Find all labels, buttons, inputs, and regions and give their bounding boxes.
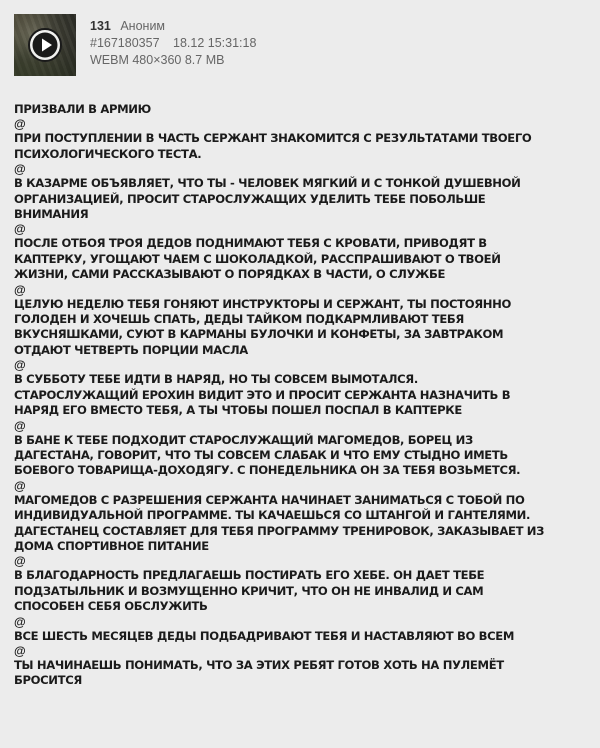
post-text-line: ОТДАЮТ ЧЕТВЕРТЬ ПОРЦИИ МАСЛА (14, 342, 248, 357)
post-text-line: ПОСЛЕ ОТБОЯ ТРОЯ ДЕДОВ ПОДНИМАЮТ ТЕБЯ С КРОВАТИ, ПРИВОДЯТ В (14, 236, 487, 251)
file-info[interactable]: WEBM 480×360 8.7 MB (90, 53, 225, 67)
post-text-line: В БЛАГОДАРНОСТЬ ПРЕДЛАГАЕШЬ ПОСТИРАТЬ ЕГО ХЕБЕ. ОН ДАЕТ ТЕБЕ (14, 568, 485, 583)
post-text-line: ГОЛОДЕН И ХОЧЕШЬ СПАТЬ, ДЕДЫ ТАЙКОМ ПОДКАРМЛИВАЮТ ТЕБЯ (14, 312, 464, 327)
separator-at: @ (14, 222, 26, 237)
post-body (14, 102, 586, 689)
post-text-line: ДОМА СПОРТИВНОЕ ПИТАНИЕ (14, 538, 209, 553)
post-text-line: МАГОМЕДОВ С РАЗРЕШЕНИЯ СЕРЖАНТА НАЧИНАЕТ ЗАНИМАТЬСЯ С ТОБОЙ ПО (14, 492, 525, 507)
post-text-line: ВНИМАНИЯ (14, 207, 89, 222)
separator-at: @ (14, 358, 26, 373)
post-text-line: ДАГЕСТАНЕЦ СОСТАВЛЯЕТ ДЛЯ ТЕБЯ ПРОГРАММУ ТРЕНИРОВОК, ЗАКАЗЫВАЕТ ИЗ (14, 523, 545, 538)
post-text-line: В СУББОТУ ТЕБЕ ИДТИ В НАРЯД, НО ТЫ СОВСЕМ ВЫМОТАЛСЯ. (14, 372, 418, 387)
post-author: Аноним (120, 19, 166, 33)
post-number[interactable]: 131 (90, 19, 111, 33)
play-icon[interactable] (27, 27, 63, 63)
separator-at: @ (14, 478, 26, 493)
post-text-line: СПОСОБЕН СЕБЯ ОБСЛУЖИТЬ (14, 599, 208, 614)
post-text-line: ВКУСНЯШКАМИ, СУЮТ В КАРМАНЫ БУЛОЧКИ И КОНФЕТЫ, ЗА ЗАВТРАКОМ (14, 327, 504, 342)
video-thumbnail[interactable] (14, 14, 76, 76)
post-text-line: СТАРОСЛУЖАЩИЙ ЕРОХИН ВИДИТ ЭТО И ПРОСИТ СЕРЖАНТА НАЗНАЧИТЬ В (14, 387, 511, 402)
post-text-line: В БАНЕ К ТЕБЕ ПОДХОДИТ СТАРОСЛУЖАЩИЙ МАГОМЕДОВ, БОРЕЦ ИЗ (14, 432, 473, 447)
separator-at: @ (14, 418, 26, 433)
post-text-line: ПСИХОЛОГИЧЕСКОГО ТЕСТА. (14, 146, 202, 161)
separator-at: @ (14, 282, 26, 297)
post-meta (90, 18, 256, 69)
post-text-line: НАРЯД ЕГО ВМЕСТО ТЕБЯ, А ТЫ ЧТОБЫ ПОШЕЛ ПОСПАЛ В КАПТЕРКЕ (14, 403, 462, 418)
post-text-line: ЦЕЛУЮ НЕДЕЛЮ ТЕБЯ ГОНЯЮТ ИНСТРУКТОРЫ И СЕРЖАНТ, ТЫ ПОСТОЯННО (14, 296, 511, 311)
separator-at: @ (14, 614, 26, 629)
post-text-line: БРОСИТСЯ (14, 673, 82, 688)
post-text-line: БОЕВОГО ТОВАРИЩА-ДОХОДЯГУ. С ПОНЕДЕЛЬНИКА ОН ЗА ТЕБЯ ВОЗЬМЕТСЯ. (14, 463, 521, 478)
post-text-line: ПРИ ПОСТУПЛЕНИИ В ЧАСТЬ СЕРЖАНТ ЗНАКОМИТСЯ С РЕЗУЛЬТАТАМИ ТВОЕГО (14, 131, 532, 146)
post-text-line: ТЫ НАЧИНАЕШЬ ПОНИМАТЬ, ЧТО ЗА ЭТИХ РЕБЯТ ГОТОВ ХОТЬ НА ПУЛЕМЁТ (14, 657, 504, 672)
post-text-line: ЖИЗНИ, САМИ РАССКАЗЫВАЮТ О ПОРЯДКАХ В ЧАСТИ, О СЛУЖБЕ (14, 267, 446, 282)
separator-at: @ (14, 117, 26, 132)
post-text-line: В КАЗАРМЕ ОБЪЯВЛЯЕТ, ЧТО ТЫ - ЧЕЛОВЕК МЯГКИЙ И С ТОНКОЙ ДУШЕВНОЙ (14, 176, 521, 191)
post-text-line: ДАГЕСТАНА, ГОВОРИТ, ЧТО ТЫ СОВСЕМ СЛАБАК И ЧТО ЕМУ СТЫДНО ИМЕТЬ (14, 447, 508, 462)
post-text-line: ИНДИВИДУАЛЬНОЙ ПРОГРАММЕ. ТЫ КАЧАЕШЬСЯ СО ШТАНГОЙ И ГАНТЕЛЯМИ. (14, 508, 531, 523)
post-text-line: ВСЕ ШЕСТЬ МЕСЯЦЕВ ДЕДЫ ПОДБАДРИВАЮТ ТЕБЯ И НАСТАВЛЯЮТ ВО ВСЕМ (14, 628, 515, 643)
post-text-line: КАПТЕРКУ, УГОЩАЮТ ЧАЕМ С ШОКОЛАДКОЙ, РАССПРАШИВАЮТ О ТВОЕЙ (14, 251, 501, 266)
post-datetime: 18.12 15:31:18 (173, 36, 257, 50)
separator-at: @ (14, 554, 26, 569)
post-text-line: ПОДЗАТЫЛЬНИК И ВОЗМУЩЕННО КРИЧИТ, ЧТО ОН НЕ ИНВАЛИД И САМ (14, 583, 484, 598)
post-id[interactable]: #167180357 (90, 36, 160, 50)
post-text-line: ОРГАНИЗАЦИЕЙ, ПРОСИТ СТАРОСЛУЖАЩИХ УДЕЛИТЬ ТЕБЕ ПОБОЛЬШЕ (14, 191, 486, 206)
separator-at: @ (14, 643, 26, 658)
separator-at: @ (14, 162, 26, 177)
post-text-line: ПРИЗВАЛИ В АРМИЮ (14, 102, 151, 116)
post-header (14, 12, 586, 92)
